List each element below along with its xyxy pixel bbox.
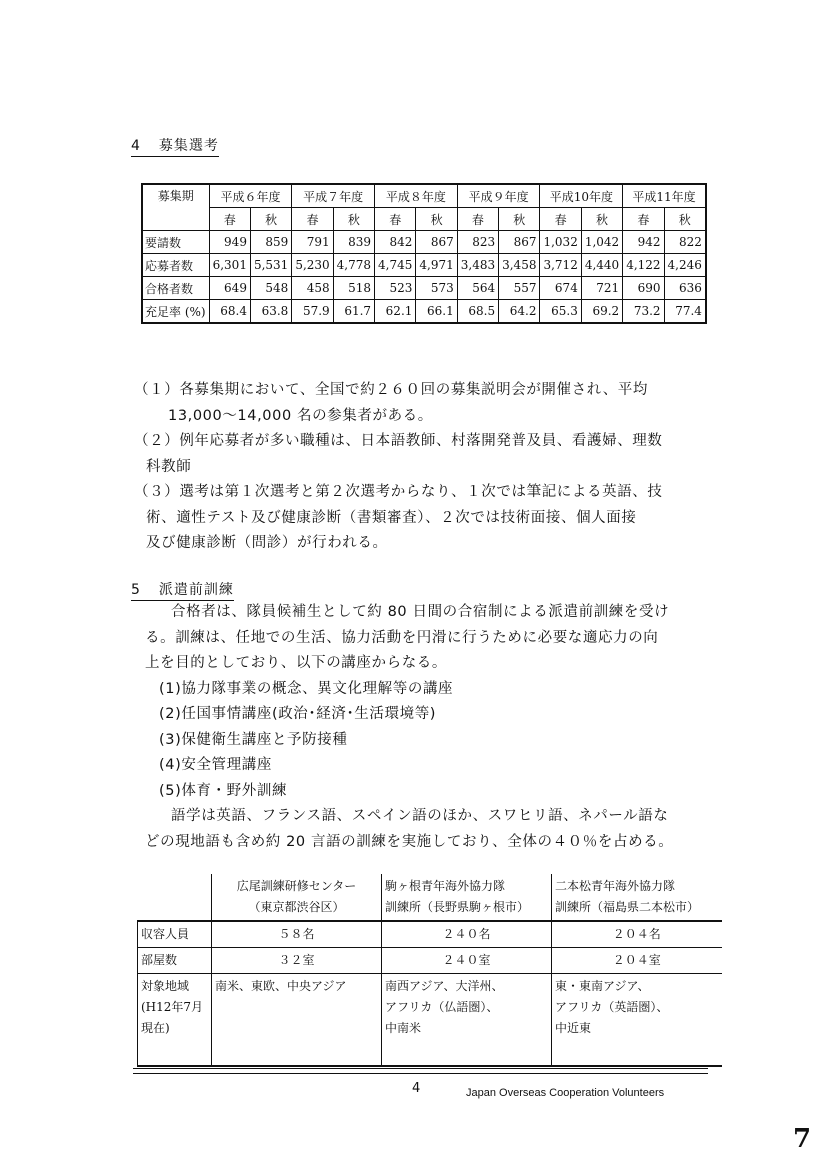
corner-page-number: 7 [793,1124,812,1154]
note-marker: （３） [134,484,180,500]
center-header-komagane: 駒ヶ根青年海外協力隊 訓練所（長野県駒ヶ根市） [382,874,552,921]
table-cell: 4,122 [623,254,664,277]
section-5-body [145,600,745,855]
table-header-seasons [142,208,706,231]
table-cell: 649 [209,277,250,300]
season-header: 秋 [581,208,622,231]
table-cell: 721 [581,277,622,300]
season-header: 春 [292,208,333,231]
table-cell: 77.4 [664,300,706,324]
table-cell: 69.2 [581,300,622,324]
section-5-title: 派遣前訓練 [158,582,234,598]
table-cell: 518 [333,277,374,300]
region-row [138,974,722,1066]
section-5-heading [131,581,234,601]
table-cell: 68.4 [209,300,250,324]
center-header-nihonmatsu: 二本松青年海外協力隊 訓練所（福島県二本松市） [552,874,722,921]
note-item [134,480,734,557]
table-cell: 636 [664,277,706,300]
section-4-heading [131,137,219,157]
table-cell: 5,531 [250,254,291,277]
table-cell: 1,042 [581,231,622,254]
rooms-value: ３２室 [212,948,382,974]
section-5-number: 5 [131,582,141,598]
table-cell: 1,032 [540,231,581,254]
recruitment-table [141,183,707,324]
table-cell: 65.3 [540,300,581,324]
note-marker: （２） [134,433,180,449]
section-4-number: 4 [131,138,141,154]
section-4-title: 募集選考 [158,138,219,154]
note-text: 術、適性テスト及び健康診断（書類審査）、２次では技術面接、個人面接 [146,509,637,526]
table-cell: 458 [292,277,333,300]
table-cell: 573 [416,277,457,300]
note-item [134,429,734,480]
table-cell: 823 [457,231,498,254]
rooms-label: 部屋数 [138,948,212,974]
table-cell: 63.8 [250,300,291,324]
year-header: 平成８年度 [375,184,458,208]
table-row [142,300,706,324]
region-label: 対象地域 (H12年7月 現在) [138,974,212,1066]
course-item: (5)体育・野外訓練 [159,782,288,799]
table-cell: 791 [292,231,333,254]
training-centers-table [137,874,722,1067]
year-header: 平成９年度 [457,184,540,208]
table-cell: 4,246 [664,254,706,277]
table-cell: 64.2 [499,300,540,324]
note-marker: （１） [134,382,180,398]
table-cell: 949 [209,231,250,254]
region-value-hiroo: 南米、東欧、中央アジア [212,974,382,1066]
season-header: 春 [623,208,664,231]
table-corner: 募集期 [142,184,209,231]
note-text: 及び健康診断（問診）が行われる。 [146,535,388,551]
table-row [142,231,706,254]
table-cell: 564 [457,277,498,300]
season-header: 秋 [664,208,706,231]
page-number: 4 [412,1081,421,1096]
year-header: 平成11年度 [623,184,706,208]
intro-line: 合格者は、隊員候補生として約 80 日間の合宿制による派遣前訓練を受け [171,604,670,620]
centers-header-row [138,874,722,921]
note-text: 選考は第１次選考と第２次選考からなり、１次では筆記による英語、技 [179,484,663,500]
table-cell: 3,483 [457,254,498,277]
season-header: 秋 [416,208,457,231]
footer-org: Japan Overseas Cooperation Volunteers [466,1087,665,1099]
table-cell: 73.2 [623,300,664,324]
note-item [134,378,734,429]
rooms-value: ２０４室 [552,948,722,974]
season-header: 秋 [333,208,374,231]
table-cell: 859 [250,231,291,254]
row-label: 要請数 [142,231,209,254]
capacity-label: 収容人員 [138,921,212,948]
table-row [142,254,706,277]
table-cell: 523 [375,277,416,300]
intro-line: る。訓練は、任地での生活、協力活動を円滑に行うために必要な適応力の向 [145,629,659,646]
capacity-row [138,921,722,948]
table-cell: 690 [623,277,664,300]
recruitment-table-body [142,231,706,324]
table-cell: 62.1 [375,300,416,324]
season-header: 秋 [499,208,540,231]
table-cell: 57.9 [292,300,333,324]
season-header: 春 [209,208,250,231]
rooms-row [138,948,722,974]
table-cell: 822 [664,231,706,254]
table-cell: 557 [499,277,540,300]
year-header: 平成７年度 [292,184,375,208]
center-header-hiroo: 広尾訓練研修センター （東京都渋谷区） [212,874,382,921]
capacity-value: ２４０名 [382,921,552,948]
capacity-value: ５８名 [212,921,382,948]
table-header-years [142,184,706,208]
table-cell: 867 [416,231,457,254]
table-cell: 3,458 [499,254,540,277]
table-cell: 842 [375,231,416,254]
season-header: 春 [457,208,498,231]
table-cell: 5,230 [292,254,333,277]
season-header: 春 [540,208,581,231]
table-cell: 4,778 [333,254,374,277]
course-item: (2)任国事情講座(政治･経済･生活環境等) [159,706,437,722]
table-cell: 548 [250,277,291,300]
row-label: 応募者数 [142,254,209,277]
note-text: 科教師 [146,458,192,475]
note-text: 13,000～14,000 名の参集者がある。 [168,407,433,424]
language-line: 語学は英語、フランス語、スペイン語のほか、スワヒリ語、ネパール語な [171,808,669,824]
table-cell: 3,712 [540,254,581,277]
course-item: (4)安全管理講座 [159,757,272,773]
note-text: 各募集期において、全国で約２６０回の募集説明会が開催され、平均 [179,382,648,398]
table-cell: 4,440 [581,254,622,277]
table-cell: 839 [333,231,374,254]
region-value-nihonmatsu: 東・東南アジア、 アフリカ（英語圏）、 中近東 [552,974,722,1066]
table-cell: 66.1 [416,300,457,324]
capacity-value: ２０４名 [552,921,722,948]
year-header: 平成６年度 [209,184,292,208]
rooms-value: ２４０室 [382,948,552,974]
table-cell: 4,971 [416,254,457,277]
season-header: 春 [375,208,416,231]
section-4-notes [134,378,734,557]
season-header: 秋 [250,208,291,231]
course-item: (3)保健衛生講座と予防接種 [159,731,348,748]
language-line: どの現地語も含め約 20 言語の訓練を実施しており、全体の４０％を占める。 [145,833,674,850]
table-cell: 867 [499,231,540,254]
table-cell: 4,745 [375,254,416,277]
intro-line: 上を目的としており、以下の講座からなる。 [145,655,447,671]
table-row [142,277,706,300]
table-cell: 674 [540,277,581,300]
note-text: 例年応募者が多い職種は、日本語教師、村落開発普及員、看護婦、理数 [179,433,663,449]
row-label: 合格者数 [142,277,209,300]
table-cell: 68.5 [457,300,498,324]
footer-rule [133,1068,708,1069]
footer-rule [133,1073,708,1074]
course-item: (1)協力隊事業の概念、異文化理解等の講座 [159,680,454,697]
region-value-komagane: 南西アジア、大洋州、 アフリカ（仏語圏）、 中南米 [382,974,552,1066]
row-label: 充足率 (%) [142,300,209,324]
table-cell: 942 [623,231,664,254]
year-header: 平成10年度 [540,184,623,208]
table-cell: 61.7 [333,300,374,324]
table-cell: 6,301 [209,254,250,277]
